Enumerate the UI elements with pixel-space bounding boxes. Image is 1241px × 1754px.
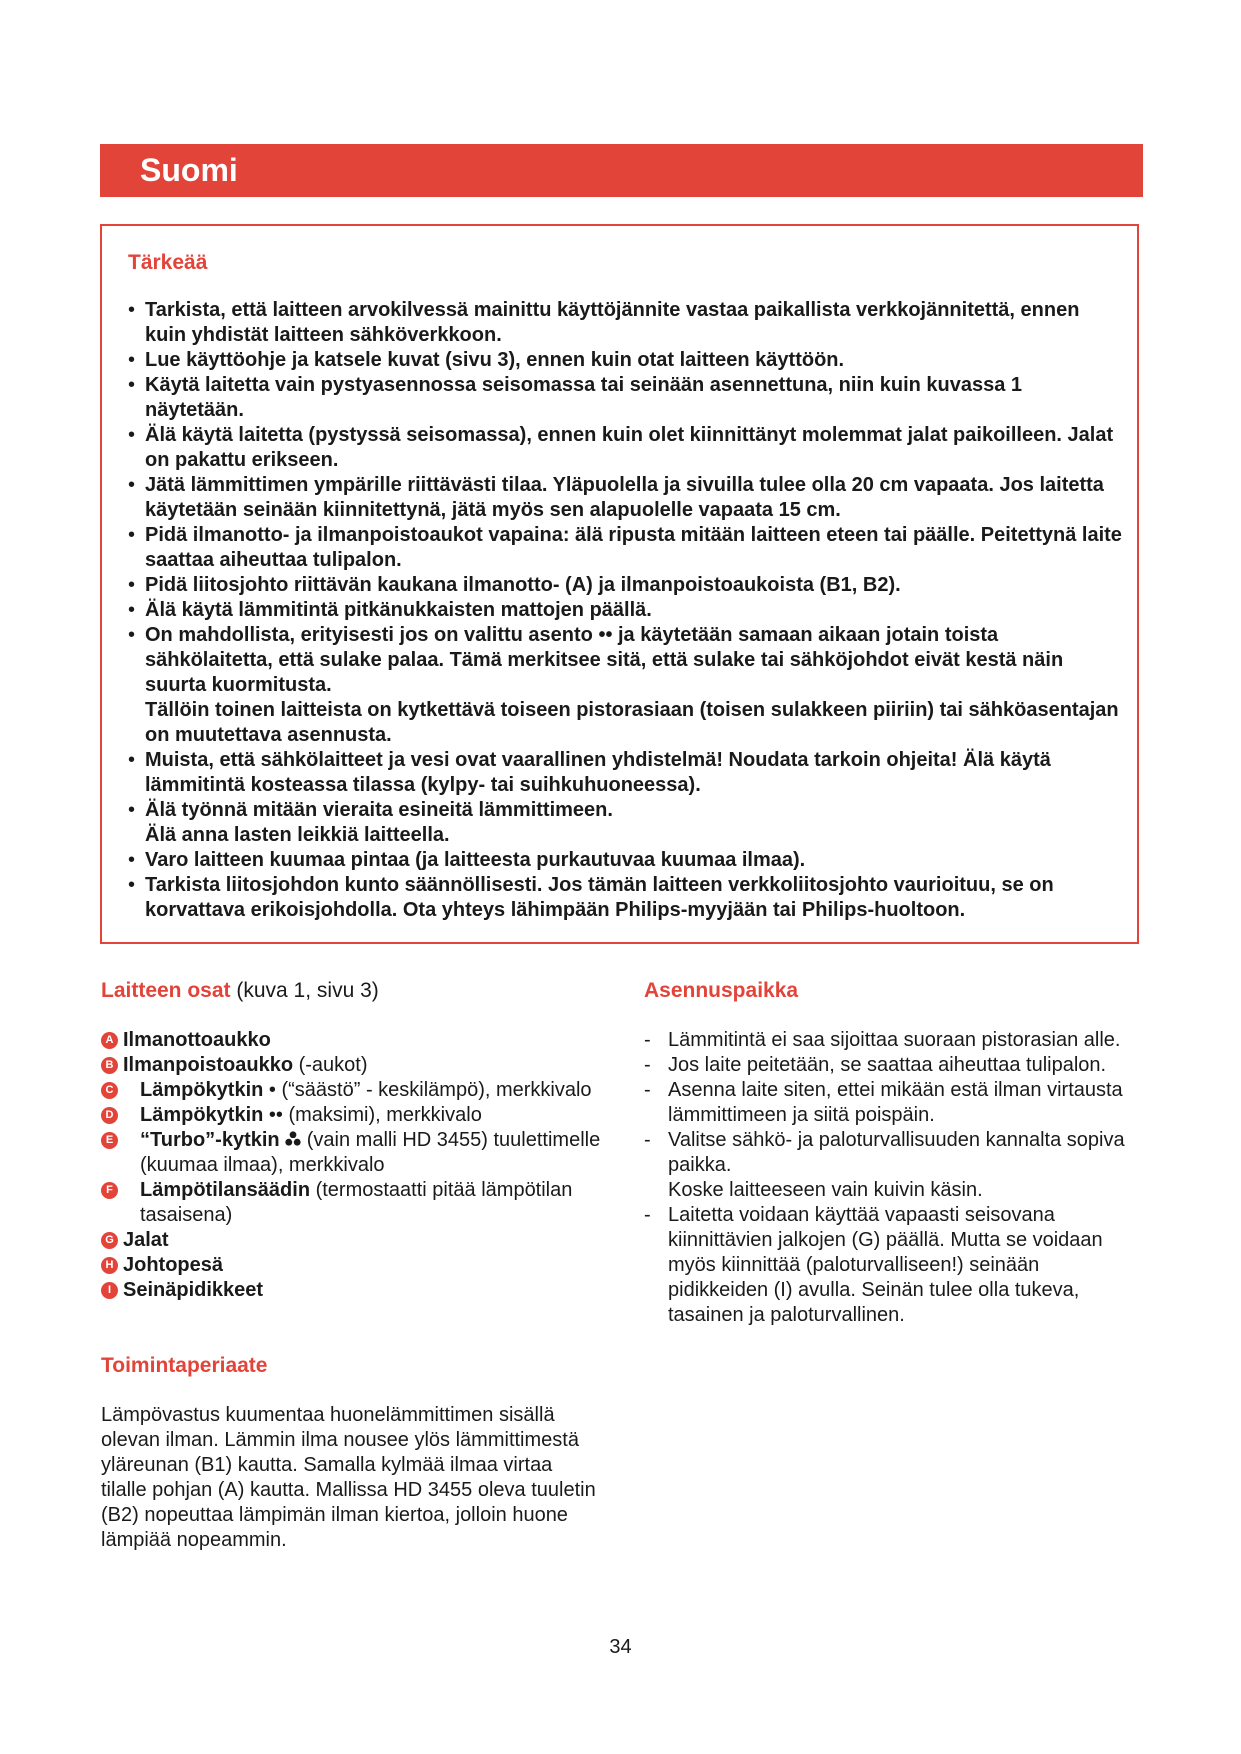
language-header-bar [100, 144, 1143, 197]
installation-item: - Lämmitintä ei saa sijoittaa suoraan pistorasian alle. [644, 1028, 1144, 1053]
part-name: Lämpökytkin [140, 1104, 264, 1126]
important-item: • Lue käyttöohje ja katsele kuvat (sivu 3), ennen kuin otat laitteen käyttöön. [128, 348, 1123, 373]
important-item: • Muista, että sähkölaitteet ja vesi ovat vaarallinen yhdistelmä! Noudata tarkoin ohjeita! Älä käytä lämmitintä kosteassa tilassa (kylpy- tai suihkuhuoneessa). [128, 748, 1123, 798]
important-item-continuation: Tällöin toinen laitteista on kytkettävä toiseen pistorasiaan (toisen sulakkeen piiriin) tai sähköasentajan on muutettava asennusta. [145, 699, 1119, 746]
parts-heading-note: (kuva 1, sivu 3) [236, 979, 379, 1002]
letter-badge: B [101, 1057, 118, 1074]
part-item [101, 1278, 601, 1303]
parts-heading [101, 978, 601, 1004]
part-name: Seinäpidikkeet [123, 1279, 264, 1301]
important-item: • Älä työnnä mitään vieraita esineitä lämmittimeen. [128, 798, 1123, 823]
important-list [128, 298, 1123, 923]
letter-badge: G [101, 1232, 118, 1249]
important-item-continuation: Älä anna lasten leikkiä laitteella. [145, 824, 450, 846]
letter-badge: I [101, 1282, 118, 1299]
part-item [101, 1178, 601, 1228]
part-item [101, 1228, 601, 1253]
important-item: • Tarkista, että laitteen arvokilvessä mainittu käyttöjännite vastaa paikallista verkkojännitettä, ennen kuin yhdistät laitteen sähköverkkoon. [128, 298, 1123, 348]
part-name: Ilmanpoistoaukko [123, 1054, 294, 1076]
letter-badge: A [101, 1032, 118, 1049]
part-name: Jalat [123, 1229, 169, 1251]
language-title: Suomi [140, 152, 238, 188]
part-item [101, 1128, 601, 1178]
part-item [101, 1103, 601, 1128]
principle-heading: Toimintaperiaate [101, 1354, 268, 1377]
right-column [644, 978, 1144, 1328]
part-desc: • (“säästö” - keskilämpö), merkkivalo [263, 1079, 592, 1101]
parts-list [101, 1028, 601, 1303]
important-item: • Pidä ilmanotto- ja ilmanpoistoaukot vapaina: älä ripusta mitään laitteen eteen tai päälle. Peitettynä laite saattaa aiheuttaa tulipalon. [128, 523, 1123, 573]
part-item [101, 1078, 601, 1103]
important-item: • Älä käytä laitetta (pystyssä seisomassa), ennen kuin olet kiinnittänyt molemmat jalat paikoilleen. Jalat on pakattu erikseen. [128, 423, 1123, 473]
important-item: • Pidä liitosjohto riittävän kaukana ilmanotto- (A) ja ilmanpoistoaukoista (B1, B2). [128, 573, 1123, 598]
letter-badge: D [101, 1107, 118, 1124]
important-item: • Käytä laitetta vain pystyasennossa seisomassa tai seinään asennettuna, niin kuin kuvassa 1 näytetään. [128, 373, 1123, 423]
installation-item: - Jos laite peitetään, se saattaa aiheuttaa tulipalon. [644, 1053, 1144, 1078]
part-name: Ilmanottoaukko [123, 1029, 271, 1051]
installation-list [644, 1028, 1144, 1328]
important-item: • Varo laitteen kuumaa pintaa (ja laitteesta purkautuvaa kuumaa ilmaa). [128, 848, 1123, 873]
letter-badge: H [101, 1257, 118, 1274]
letter-badge: F [101, 1182, 118, 1199]
part-name: Johtopesä [123, 1254, 224, 1276]
parts-heading-text: Laitteen osat [101, 979, 231, 1002]
important-item: • Älä käytä lämmitintä pitkänukkaisten mattojen päällä. [128, 598, 1123, 623]
part-name: “Turbo”-kytkin [140, 1129, 280, 1151]
left-column [101, 978, 601, 1553]
part-item [101, 1028, 601, 1053]
part-item [101, 1253, 601, 1278]
installation-item: - Asenna laite siten, ettei mikään estä ilman virtausta lämmittimeen ja siitä poispäin. [644, 1078, 1144, 1128]
part-desc: (-aukot) [293, 1054, 368, 1076]
part-desc: (vain malli HD 3455) tuulettimelle (kuumaa ilmaa), merkkivalo [140, 1129, 601, 1176]
installation-item: - Laitetta voidaan käyttää vapaasti seisovana kiinnittävien jalkojen (G) päällä. Mutta se voidaan myös kiinnittää (paloturvalliseen!) seinään pidikkeiden (I) avulla. Seinän tulee olla tukeva, tasainen ja paloturvallinen. [644, 1203, 1144, 1328]
part-desc: •• (maksimi), merkkivalo [263, 1104, 482, 1126]
page-number: 34 [609, 1636, 632, 1658]
installation-item: - Valitse sähkö- ja paloturvallisuuden kannalta sopiva paikka. [644, 1128, 1144, 1178]
important-item: • Tarkista liitosjohdon kunto säännöllisesti. Jos tämän laitteen verkkoliitosjohto vaurioituu, se on korvattava erikoisjohdolla. Ota yhteys lähimpään Philips-myyjään tai Philips-huoltoon. [128, 873, 1123, 923]
part-name: Lämpötilansäädin [140, 1179, 311, 1201]
installation-heading: Asennuspaikka [644, 979, 799, 1002]
part-item [101, 1053, 601, 1078]
letter-badge: E [101, 1132, 118, 1149]
important-item: • On mahdollista, erityisesti jos on valittu asento •• ja käytetään samaan aikaan jotain toista sähkölaitetta, että sulake palaa. Tämä merkitsee sitä, että sulake tai sähköjohdot eivät kestä näin suurta kuormitusta. [128, 623, 1123, 698]
principle-text: Lämpövastus kuumentaa huonelämmittimen sisällä olevan ilman. Lämmin ilma nousee ylös lämmittimestä yläreunan (B1) kautta. Samalla kylmää ilmaa virtaa tilalle pohjan (A) kautta. Mallissa HD 3455 oleva tuuletin (B2) nopeuttaa lämpimän ilman kiertoa, jolloin huone lämpiää nopeammin. [101, 1404, 596, 1551]
important-item: • Jätä lämmittimen ympärille riittävästi tilaa. Yläpuolella ja sivuilla tulee olla 20 cm vapaata. Jos laitetta käytetään seinään kiinnitettynä, jätä myös sen alapuolelle vapaata 15 cm. [128, 473, 1123, 523]
letter-badge: C [101, 1082, 118, 1099]
installation-item-continuation: Koske laitteeseen vain kuivin käsin. [668, 1179, 983, 1201]
important-heading: Tärkeää [128, 251, 208, 274]
fan-icon [285, 1131, 301, 1147]
part-desc: (termostaatti pitää lämpötilan tasaisena) [140, 1179, 573, 1226]
part-name: Lämpökytkin [140, 1079, 264, 1101]
important-notice-box [100, 224, 1139, 944]
